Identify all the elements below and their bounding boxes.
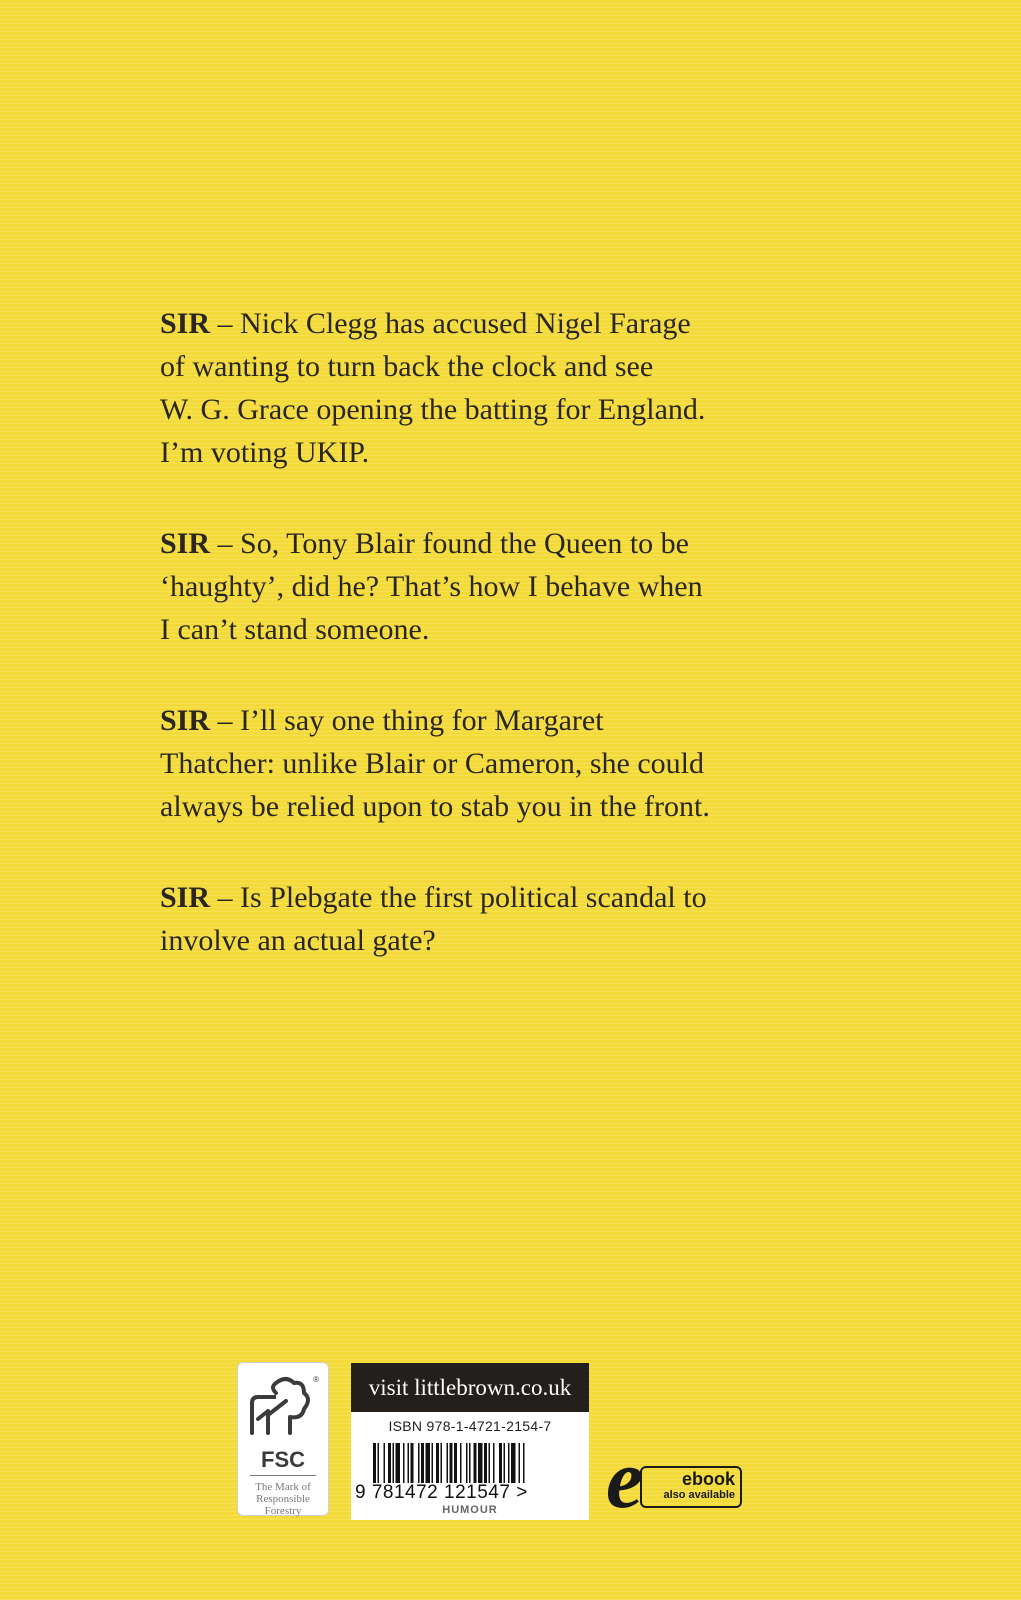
letter-line: – So, Tony Blair found the Queen to be — [217, 527, 689, 560]
barcode-stripe — [384, 1443, 386, 1483]
barcode-stripe — [478, 1443, 483, 1483]
letter — [160, 699, 800, 828]
letter-salutation: SIR — [160, 704, 211, 737]
isbn-text: ISBN 978-1-4721-2154-7 — [388, 1418, 552, 1434]
barcode-stripe — [519, 1443, 521, 1483]
letter-salutation: SIR — [160, 307, 211, 340]
letter-line: ‘haughty’, did he? That’s how I behave when — [160, 570, 703, 603]
barcode-stripe — [447, 1443, 449, 1483]
registered-mark: ® — [313, 1375, 319, 1384]
letter — [160, 302, 800, 474]
barcode-stripe — [418, 1443, 420, 1483]
letter-line: – Nick Clegg has accused Nigel Farage — [217, 307, 691, 340]
barcode-stripe — [403, 1443, 405, 1483]
barcode-stripe — [504, 1443, 506, 1483]
barcode-bars — [373, 1443, 569, 1483]
barcode-stripe — [450, 1443, 453, 1483]
barcode-stripe — [393, 1443, 395, 1483]
barcode-stripe — [373, 1443, 376, 1483]
ebook-label-box — [640, 1466, 742, 1508]
letter — [160, 876, 800, 962]
barcode-stripe — [493, 1443, 495, 1483]
barcode-stripe — [474, 1443, 477, 1483]
fsc-tree-icon — [246, 1375, 316, 1441]
letter-line: I’m voting UKIP. — [160, 436, 370, 469]
barcode-stripe — [523, 1443, 525, 1483]
fsc-mark-line: The Mark of — [255, 1481, 311, 1493]
barcode-stripe — [408, 1443, 410, 1483]
barcode-stripe — [460, 1443, 462, 1483]
letter-line: – I’ll say one thing for Margaret — [217, 704, 604, 737]
fsc-divider — [250, 1475, 316, 1476]
barcode-stripe — [441, 1443, 443, 1483]
fsc-logo — [237, 1362, 329, 1516]
barcode-stripe — [396, 1443, 401, 1483]
barcode-stripe — [426, 1443, 431, 1483]
fsc-mark-text — [240, 1481, 326, 1517]
letter-line: I can’t stand someone. — [160, 613, 430, 646]
barcode-stripe — [432, 1443, 434, 1483]
letter-line: involve an actual gate? — [160, 924, 436, 957]
barcode-stripe — [469, 1443, 471, 1483]
letter-line: W. G. Grace opening the batting for England. — [160, 393, 706, 426]
letter-salutation: SIR — [160, 881, 211, 914]
letter-line: Thatcher: unlike Blair or Cameron, she could — [160, 747, 704, 780]
barcode-stripe — [454, 1443, 457, 1483]
barcode-block — [351, 1363, 589, 1520]
barcode-stripe — [436, 1443, 439, 1483]
barcode-stripe — [484, 1443, 487, 1483]
book-category: HUMOUR — [442, 1504, 498, 1516]
barcode-stripe — [466, 1443, 468, 1483]
letter-line: of wanting to turn back the clock and see — [160, 350, 654, 383]
barcode-digits: 9 781472 121547 > — [355, 1482, 528, 1503]
ebook-badge — [606, 1433, 746, 1526]
barcode-stripe — [511, 1443, 516, 1483]
barcode-stripe — [499, 1443, 502, 1483]
letter-line: always be relied upon to stab you in the front. — [160, 790, 710, 823]
barcode-stripe — [421, 1443, 424, 1483]
letter-line: – Is Plebgate the first political scandal to — [217, 881, 707, 914]
barcode-stripe — [411, 1443, 414, 1483]
fsc-mark-line: Responsible — [256, 1493, 310, 1505]
fsc-mark-line: Forestry — [264, 1505, 302, 1517]
ebook-word: ebook — [681, 1469, 735, 1489]
barcode-stripe — [489, 1443, 491, 1483]
letter-salutation: SIR — [160, 527, 211, 560]
barcode-stripe — [378, 1443, 380, 1483]
barcode-stripe — [388, 1443, 391, 1483]
letters-section — [160, 302, 800, 1010]
ebook-availability: also available — [663, 1489, 735, 1501]
ebook-e-icon: e — [606, 1433, 644, 1526]
barcode-stripe — [508, 1443, 510, 1483]
letter — [160, 522, 800, 651]
publisher-website: visit littlebrown.co.uk — [351, 1363, 589, 1412]
fsc-name: FSC — [261, 1447, 305, 1472]
